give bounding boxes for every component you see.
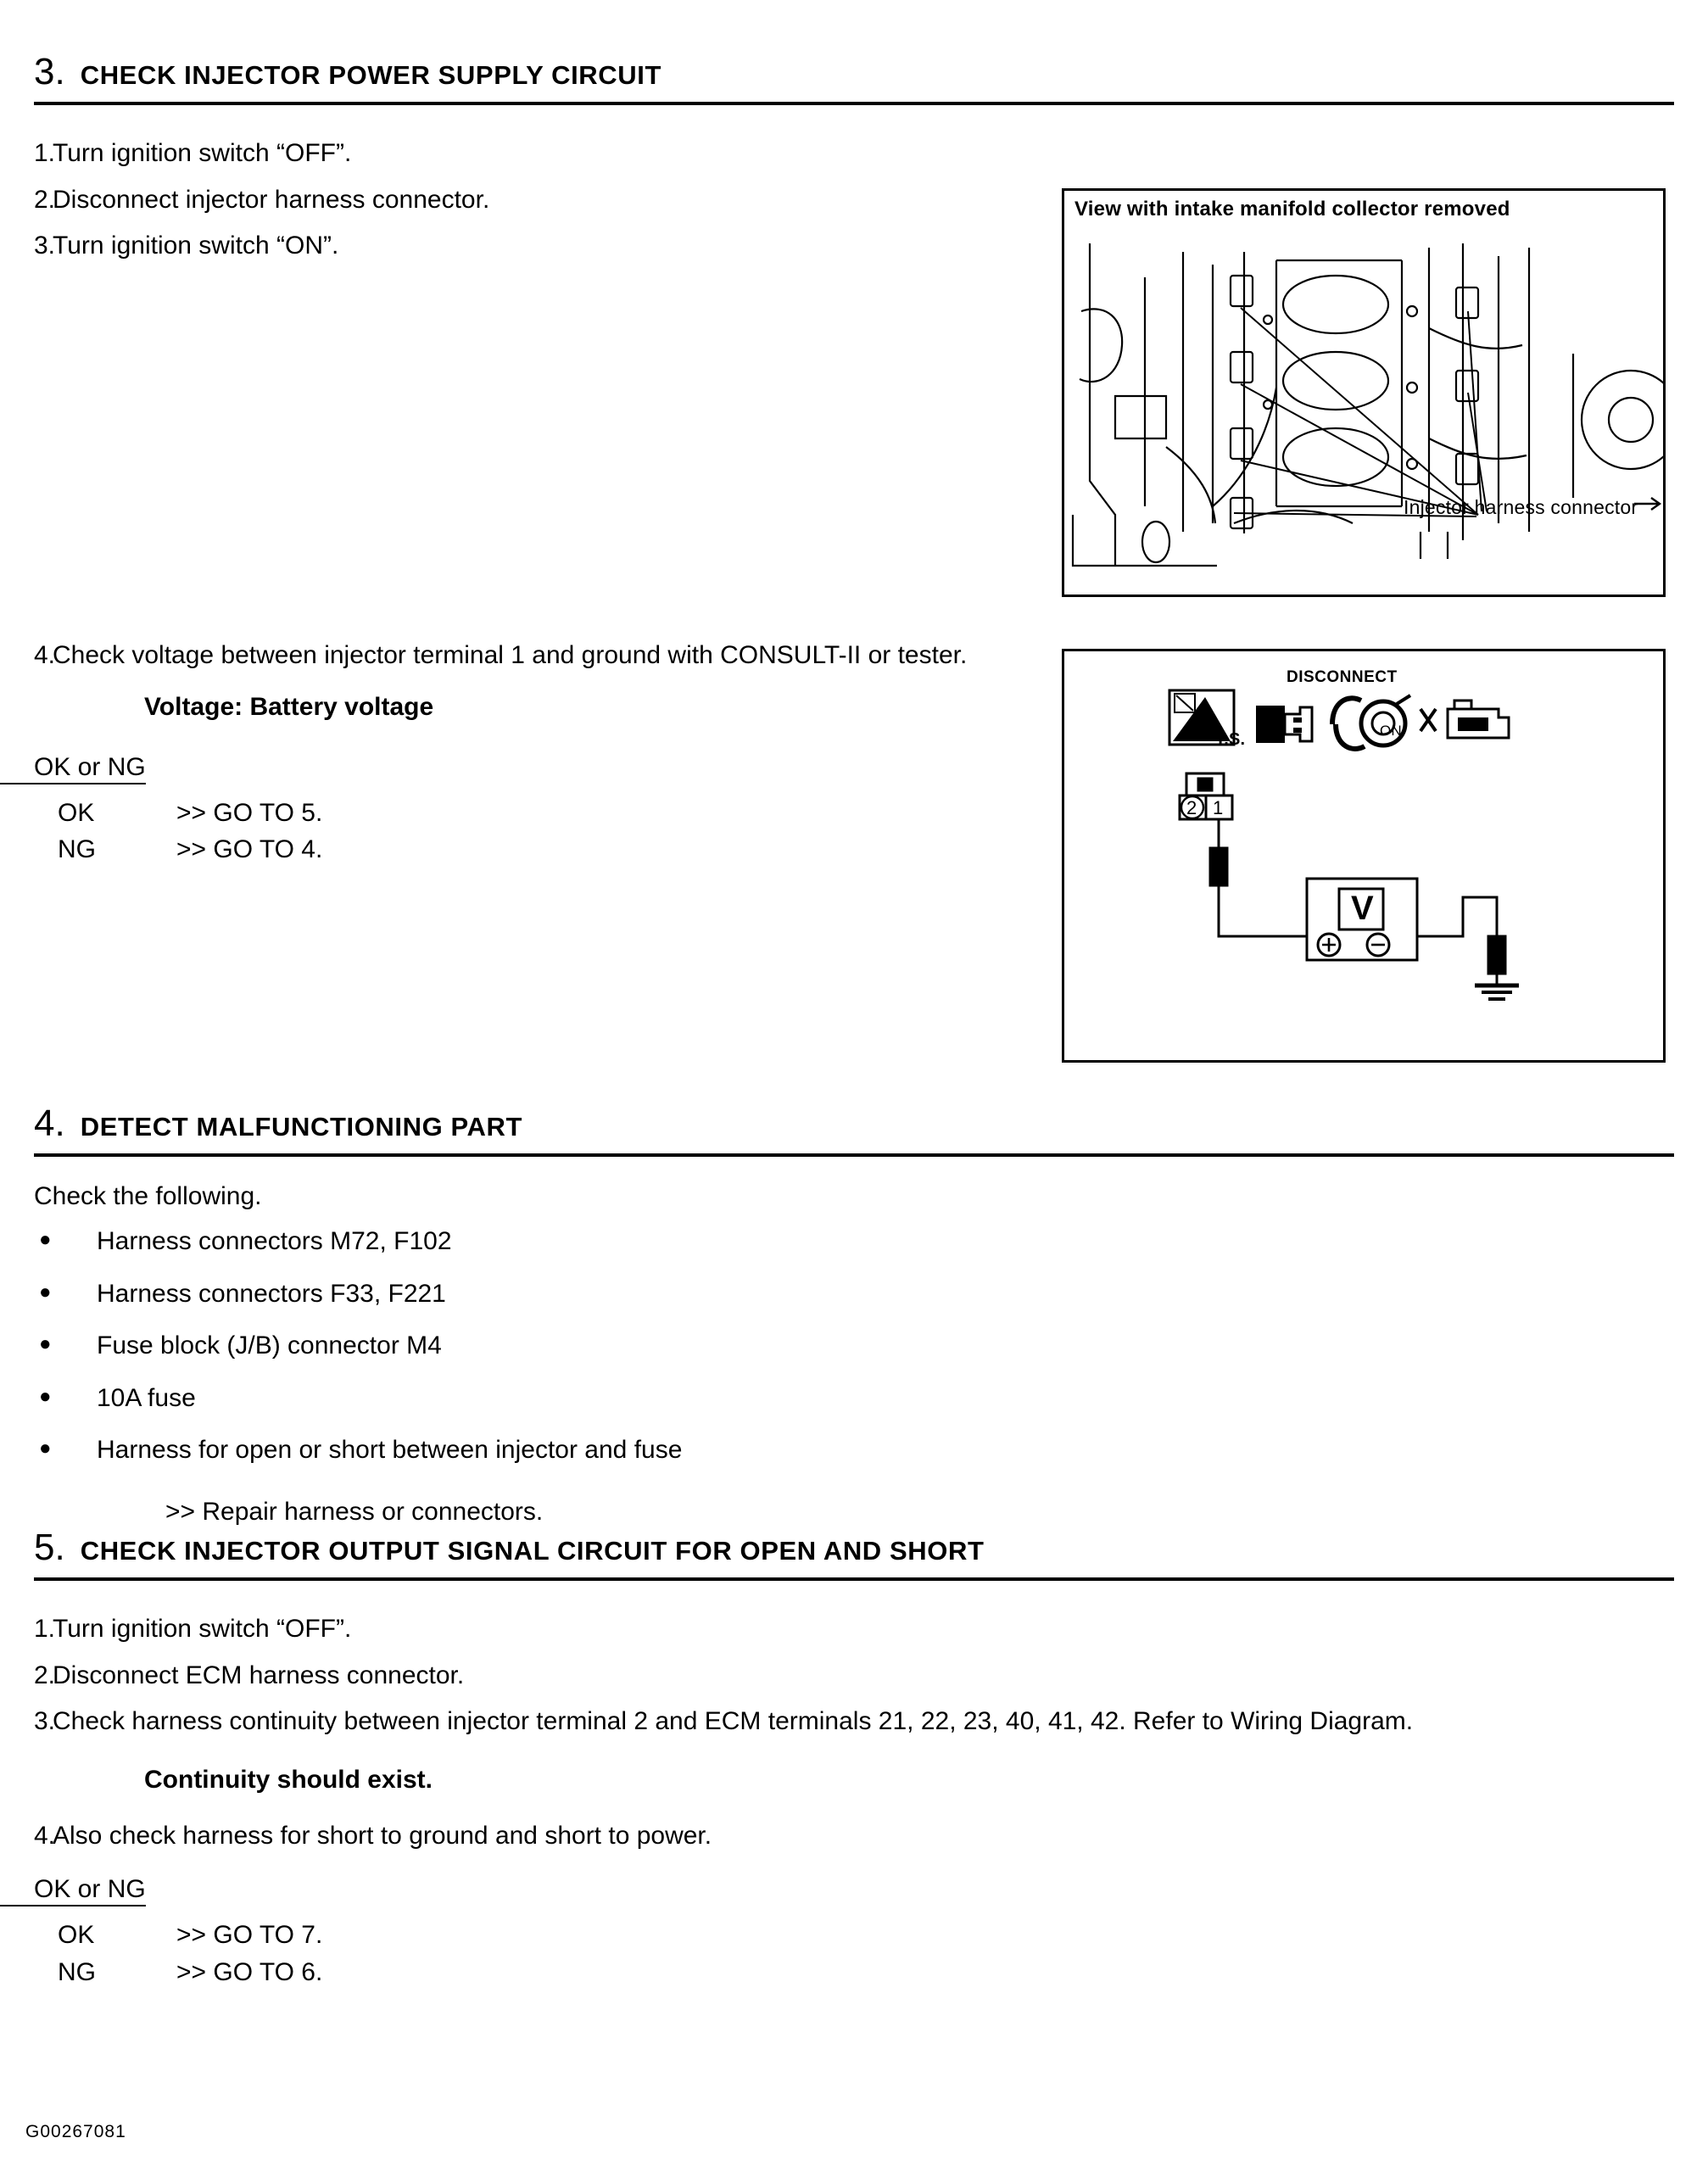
- step-4-intro: Check the following.: [34, 1182, 262, 1210]
- ignition-on-label: ON: [1380, 723, 1402, 739]
- callout-arrow-icon: [1633, 494, 1666, 513]
- list-item: [0, 1432, 1708, 1469]
- okng-label: OK or NG: [0, 752, 146, 784]
- step-5-instruction-list: [0, 1611, 1708, 1740]
- result-row-ok: [0, 1917, 1708, 1954]
- result-value: >> GO TO 7.: [176, 1921, 323, 1950]
- measurement-circuit-diagram: [1098, 770, 1641, 1033]
- list-item: [0, 1611, 1708, 1648]
- item-text: Also check harness for short to ground and short to power.: [53, 1821, 712, 1850]
- step-5-continuity-note: Continuity should exist.: [144, 1765, 433, 1794]
- step-4-action: >> Repair harness or connectors.: [165, 1497, 544, 1526]
- bullet-icon: ●: [39, 1384, 52, 1408]
- item-number: 3.: [34, 232, 56, 260]
- engine-icon: [1421, 701, 1509, 738]
- item-number: 3.: [34, 1707, 56, 1736]
- step-5-number: 5.: [34, 1527, 65, 1568]
- bullet-icon: ●: [39, 1280, 52, 1304]
- item-text: Turn ignition switch “OFF”.: [53, 1615, 352, 1643]
- step-4-section: [0, 1103, 1708, 1549]
- item-number: 4.: [34, 641, 56, 669]
- disconnect-label: DISCONNECT: [1287, 668, 1398, 686]
- list-item: [0, 638, 1026, 674]
- item-number: 1.: [34, 1615, 56, 1643]
- item-text: Disconnect injector harness connector.: [53, 185, 490, 214]
- step-5-section: [0, 1527, 1708, 1990]
- item-number: 2.: [34, 185, 56, 214]
- step-4-bullet-list: [0, 1223, 1708, 1469]
- item-number: 2.: [34, 1661, 56, 1689]
- item-text: Turn ignition switch “ON”.: [53, 232, 339, 260]
- step-5-header: [0, 1527, 1708, 1569]
- item-text: Disconnect ECM harness connector.: [53, 1661, 465, 1689]
- bullet-text: Harness for open or short between injector and fuse: [97, 1436, 683, 1464]
- engine-illustration: [1064, 226, 1663, 591]
- result-key: OK: [58, 798, 95, 827]
- list-item: [0, 1704, 1543, 1740]
- step-5-divider: [34, 1577, 1674, 1581]
- list-item: [0, 1380, 1708, 1417]
- list-item: [0, 1327, 1708, 1365]
- figure-engine-view: [1062, 188, 1666, 597]
- bullet-icon: ●: [39, 1228, 52, 1251]
- tool-icon-strip: [1166, 675, 1522, 768]
- list-item: [0, 1818, 1708, 1855]
- list-item: [0, 1223, 1708, 1260]
- step-4-number: 4.: [34, 1103, 65, 1144]
- figure-voltage-measurement: [1062, 649, 1666, 1063]
- result-row-ng: [0, 1954, 1708, 1991]
- item-text: Check voltage between injector terminal 1 and ground with CONSULT-II or tester.: [53, 641, 968, 669]
- terminal-1-label: 1: [1213, 797, 1224, 818]
- list-item: [0, 1276, 1708, 1313]
- result-value: >> GO TO 6.: [176, 1957, 323, 1986]
- step-3-voltage-note: Voltage: Battery voltage: [144, 692, 434, 721]
- step-4-header: [0, 1103, 1708, 1145]
- result-value: >> GO TO 4.: [176, 835, 323, 864]
- item-number: 1.: [34, 139, 56, 167]
- step-4-title: DETECT MALFUNCTIONING PART: [80, 1112, 523, 1142]
- ts-label: T.S.: [1215, 730, 1246, 749]
- disconnect-icon: [1256, 706, 1312, 743]
- okng-label: OK or NG: [0, 1874, 146, 1906]
- result-key: OK: [58, 1921, 95, 1950]
- bullet-text: 10A fuse: [97, 1383, 196, 1412]
- list-item: [0, 136, 1708, 172]
- item-number: 4.: [34, 1821, 56, 1850]
- result-value: >> GO TO 5.: [176, 798, 323, 827]
- terminal-2-label: 2: [1186, 797, 1197, 818]
- figure-engine-callout: Injector harness connector: [1404, 496, 1638, 518]
- item-text: Check harness continuity between injector terminal 2 and ECM terminals 21, 22, 23, 40, 41, 42. Refer to Wiring Diagram.: [53, 1707, 1414, 1736]
- step-5-okng: [0, 1864, 1708, 1990]
- bullet-text: Harness connectors M72, F102: [97, 1227, 452, 1255]
- step-3-divider: [34, 102, 1674, 105]
- list-item: [0, 1658, 1708, 1694]
- item-text: Turn ignition switch “OFF”.: [53, 139, 352, 167]
- step-5-title: CHECK INJECTOR OUTPUT SIGNAL CIRCUIT FOR OPEN AND SHORT: [80, 1536, 985, 1566]
- voltmeter-label: V: [1351, 890, 1374, 927]
- step-3-number: 3.: [34, 51, 65, 92]
- step-4-divider: [34, 1153, 1674, 1157]
- result-key: NG: [58, 835, 96, 864]
- bullet-icon: ●: [39, 1332, 52, 1355]
- bullet-text: Fuse block (J/B) connector M4: [97, 1331, 442, 1359]
- bullet-text: Harness connectors F33, F221: [97, 1279, 446, 1308]
- step-3-header: [0, 51, 1708, 93]
- result-key: NG: [58, 1957, 96, 1986]
- document-code: G00267081: [25, 2122, 126, 2141]
- step-3-title: CHECK INJECTOR POWER SUPPLY CIRCUIT: [80, 60, 662, 90]
- bullet-icon: ●: [39, 1437, 52, 1460]
- figure-engine-caption: View with intake manifold collector removed: [1074, 198, 1510, 221]
